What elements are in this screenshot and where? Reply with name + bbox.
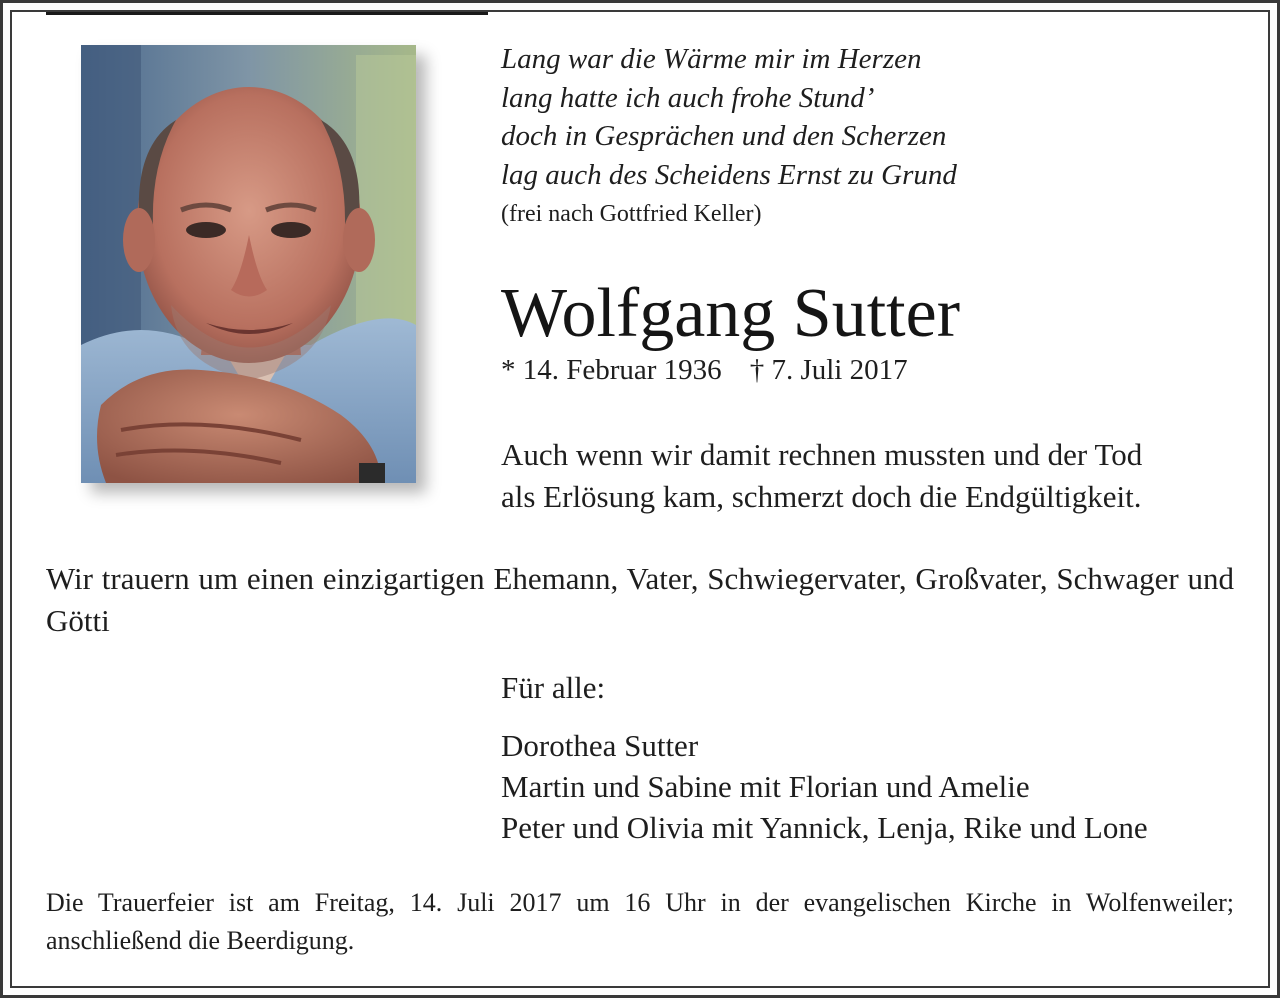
family-member: Martin und Sabine mit Florian und Amelie xyxy=(501,769,1030,804)
birth-date: * 14. Februar 1936 xyxy=(501,354,722,386)
poem-line: Lang war die Wärme mir im Herzen xyxy=(501,43,922,75)
poem xyxy=(501,40,1261,194)
portrait-photo xyxy=(81,45,416,483)
quote-line: Auch wenn wir damit rechnen mussten und der Tod xyxy=(501,437,1143,472)
deceased-name: Wolfgang Sutter xyxy=(501,275,960,352)
ceremony-info: Die Trauerfeier ist am Freitag, 14. Juli 2017 um 16 Uhr in der evangelischen Kirche in Wolfenweiler; anschließend die Beerdigung. xyxy=(46,888,1234,955)
family-member: Dorothea Sutter xyxy=(501,728,699,763)
family-member: Peter und Olivia mit Yannick, Lenja, Rike und Lone xyxy=(501,810,1148,845)
poem-line: doch in Gesprächen und den Scherzen xyxy=(501,120,947,152)
quote-line: als Erlösung kam, schmerzt doch die Endgültigkeit. xyxy=(501,479,1142,514)
poem-line: lag auch des Scheidens Ernst zu Grund xyxy=(501,158,957,191)
quote xyxy=(501,434,1236,518)
mourning-text: Wir trauern um einen einzigartigen Ehemann, Vater, Schwiegervater, Großvater, Schwager und Götti xyxy=(46,561,1234,638)
top-rule xyxy=(46,12,488,15)
portrait-illustration xyxy=(81,45,416,483)
poem-credit: (frei nach Gottfried Keller) xyxy=(501,201,762,227)
life-dates xyxy=(501,354,908,387)
poem-line: lang hatte ich auch frohe Stund’ xyxy=(501,81,875,114)
family-list xyxy=(501,725,1148,848)
family-intro: Für alle: xyxy=(501,670,606,705)
death-date: † 7. Juli 2017 xyxy=(749,354,908,386)
